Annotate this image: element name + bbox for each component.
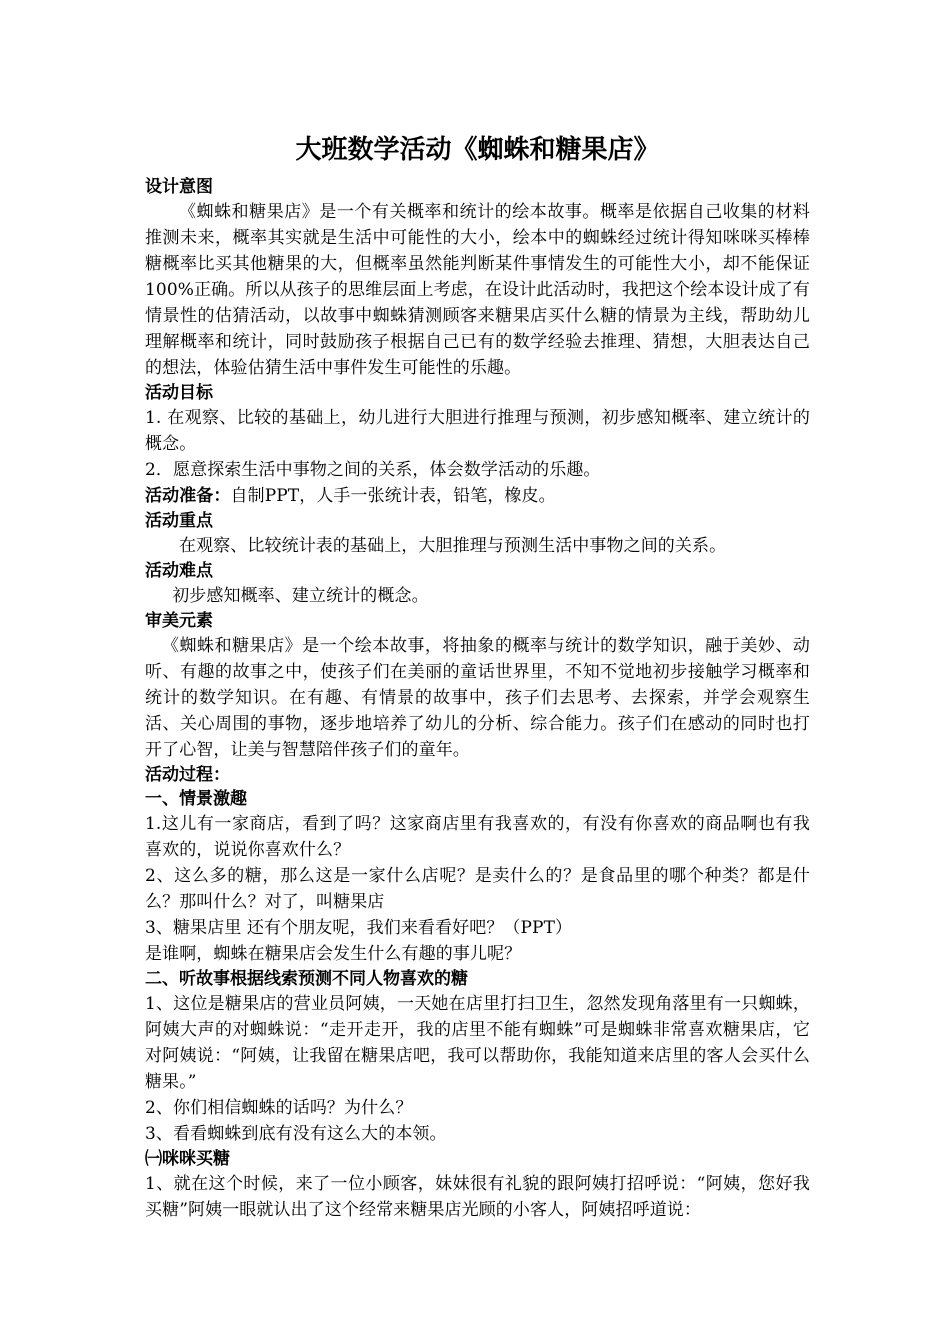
part1-item-2: 2、这么多的糖，那么这是一家什么店呢？是卖什么的？是食品里的哪个种类？都是什么？那叫什么？对了，叫糖果店 (145, 866, 810, 912)
part1-item-1: 1.这儿有一家商店，看到了吗？这家商店里有我喜欢的，有没有你喜欢的商品啊也有我喜欢的，说说你喜欢什么？ (145, 814, 810, 860)
heading-part3: ㈠咪咪买糖 (145, 1149, 230, 1169)
document-title: 大班数学活动《蜘蛛和糖果店》 (295, 135, 660, 165)
part2-item-1: 1、这位是糖果店的营业员阿姨，一天她在店里打扫卫生，忽然发现角落里有一只蜘蛛，阿姨大声的对蜘蛛说：“走开走开，我的店里不能有蜘蛛”可是蜘蛛非常喜欢糖果店，它对阿姨说：“阿姨，让我留在糖果店吧，我可以帮助你，我能知道来店里的客人会买什么糖果。” (145, 994, 810, 1092)
heading-process: 活动过程： (145, 765, 230, 785)
paragraph-aesthetics: 《蜘蛛和糖果店》是一个绘本故事，将抽象的概率与统计的数学知识，融于美妙、动听、有趣的故事之中，使孩子们在美丽的童话世界里，不知不觉地初步接触学习概率和统计的数学知识。在有趣、有情景的故事中，孩子们去思考、去探索，并学会观察生活、关心周围的事物，逐步地培养了幼儿的分析、综合能力。孩子们在感动的同时也打开了心智，让美与智慧陪伴孩子们的童年。 (145, 636, 810, 760)
prep-text: 自制PPT，人手一张统计表，铅笔，橡皮。 (230, 486, 556, 506)
heading-aesthetics: 审美元素 (145, 611, 213, 631)
part2-item-2: 2、你们相信蜘蛛的话吗？为什么？ (145, 1098, 413, 1118)
part2-item-3: 3、看看蜘蛛到底有没有这么大的本领。 (145, 1124, 447, 1144)
paragraph-key-point: 在观察、比较统计表的基础上，大胆推理与预测生活中事物之间的关系。 (179, 536, 727, 556)
heading-design-intent: 设计意图 (145, 177, 213, 197)
part1-item-4: 是谁啊，蜘蛛在糖果店会发生什么有趣的事儿呢？ (145, 944, 522, 964)
part3-item-1: 1、就在这个时候，来了一位小顾客，妹妹很有礼貌的跟阿姨打招呼说：“阿姨，您好我买糖”阿姨一眼就认出了这个经常来糖果店光顾的小客人，阿姨招呼道说： (145, 1174, 810, 1220)
heading-prep: 活动准备： (145, 486, 231, 506)
paragraph-design-intent: 《蜘蛛和糖果店》是一个有关概率和统计的绘本故事。概率是依据自己收集的材料推测未来，概率其实就是生活中可能性的大小，绘本中的蜘蛛经过统计得知咪咪买棒棒糖概率比买其他糖果的大，但概率虽然能判断某件事情发生的可能性大小，却不能保证100%正确。所以从孩子的思维层面上考虑，在设计此活动时，我把这个绘本设计成了有情景性的估猜活动，以故事中蜘蛛猜测顾客来糖果店买什么糖的情景为主线，帮助幼儿理解概率和统计，同时鼓励孩子根据自己已有的数学经验去推理、猜想，大胆表达自己的想法，体验估猜生活中事件发生可能性的乐趣。 (145, 202, 810, 378)
heading-part1: 一、情景激趣 (145, 789, 247, 809)
goal-item-1: 1. 在观察、比较的基础上，幼儿进行大胆进行推理与预测，初步感知概率、建立统计的概念。 (145, 408, 810, 454)
paragraph-difficulty: 初步感知概率、建立统计的概念。 (172, 586, 429, 606)
heading-part2: 二、听故事根据线索预测不同人物喜欢的糖 (145, 969, 468, 989)
prep-line (145, 483, 810, 509)
heading-key-point: 活动重点 (145, 511, 213, 531)
heading-difficulty: 活动难点 (145, 561, 213, 581)
heading-goals: 活动目标 (145, 383, 213, 403)
part1-item-3: 3、糖果店里 还有个朋友呢，我们来看看好吧？（PPT） (145, 918, 573, 938)
goal-item-2: 2．愿意探索生活中事物之间的关系，体会数学活动的乐趣。 (145, 460, 601, 480)
